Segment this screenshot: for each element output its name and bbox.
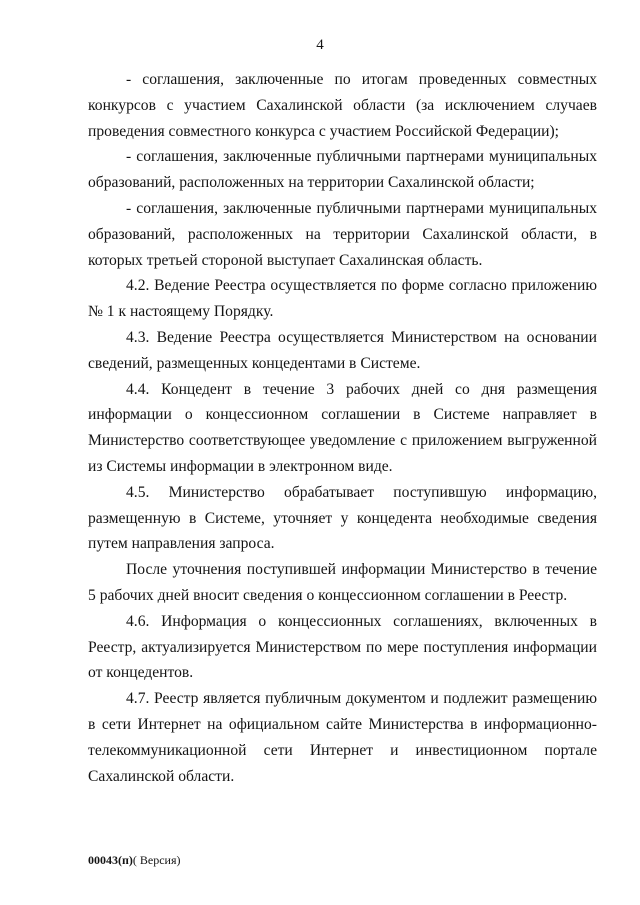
paragraph-4-5: 4.5. Министерство обрабатывает поступившую информацию, размещенную в Системе, уточняет у концедента необходимые сведения путем направления запроса. — [88, 483, 597, 553]
page-number: 4 — [316, 37, 324, 53]
paragraph-bullet-joint-competitions: - соглашения, заключенные по итогам проведенных совместных конкурсов с участием Сахалинской области (за исключением случаев проведения совместного конкурса с участием Российской Федерации); — [88, 71, 597, 140]
paragraph-4-7: 4.7. Реестр является публичным документом и подлежит размещению в сети Интернет на официальном сайте Министерства в информационно-телекоммуникационной сети Интернет и инвестиционном портале Сахалинской области. — [88, 690, 597, 785]
document-body — [88, 67, 597, 789]
document-footer — [88, 853, 181, 868]
paragraph-4-3: 4.3. Ведение Реестра осуществляется Министерством на основании сведений, размещенных концедентами в Системе. — [88, 328, 597, 372]
paragraph-4-5-continued: После уточнения поступившей информации Министерство в течение 5 рабочих дней вносит сведения о концессионном соглашении в Реестр. — [88, 561, 597, 604]
paragraph-4-2: 4.2. Ведение Реестра осуществляется по форме согласно приложению № 1 к настоящему Порядку. — [88, 277, 597, 321]
footer-code: 00043(п) — [88, 853, 133, 867]
paragraph-bullet-third-party-region: - соглашения, заключенные публичными партнерами муниципальных образований, расположенных на территории Сахалинской области, в которых третьей стороной выступает Сахалинская область. — [88, 199, 597, 269]
paragraph-4-6: 4.6. Информация о концессионных соглашениях, включенных в Реестр, актуализируется Министерством по мере поступления информации от концедентов. — [88, 612, 597, 682]
paragraph-4-4: 4.4. Концедент в течение 3 рабочих дней со дня размещения информации о концессионном соглашении в Системе направляет в Министерство соответствующее уведомление с приложением выгруженной из Системы информации в электронном виде. — [88, 380, 597, 475]
footer-version: ( Версия) — [132, 853, 181, 867]
paragraph-bullet-municipal-partners: - соглашения, заключенные публичными партнерами муниципальных образований, расположенных на территории Сахалинской области; — [88, 148, 597, 192]
